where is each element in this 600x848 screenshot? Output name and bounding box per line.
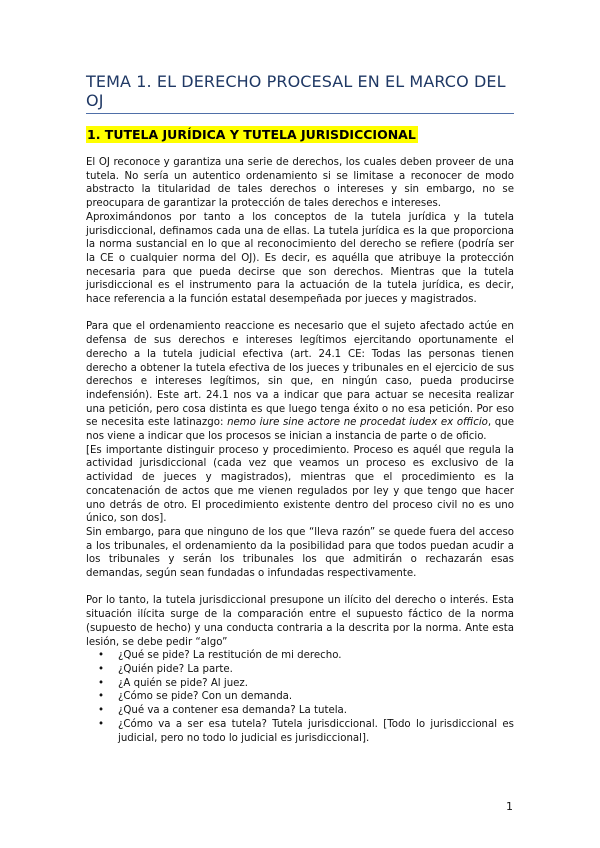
list-item-text: ¿A quién se pide? Al juez. xyxy=(118,677,249,689)
body-text xyxy=(86,156,514,745)
list-item xyxy=(98,704,514,718)
latin-phrase: nemo iure sine actore ne procedat iudex ex officio xyxy=(227,417,488,429)
section-heading: 1. TUTELA JURÍDICA Y TUTELA JURISDICCIONAL xyxy=(87,127,416,142)
paragraph-4: [Es importante distinguir proceso y procedimiento. Proceso es aquél que regula la actividad jurisdiccional (cada vez que veamos un proceso es exclusivo de la actividad de jueces y magistrados), mientras que el procedimiento es la concatenación de actos que me vienen regulados por ley y que tengo que hacer uno detrás de otro. El procedimiento existente dentro del proceso civil no es uno único, son dos]. xyxy=(86,444,514,525)
title-underline xyxy=(86,113,514,114)
page-number: 1 xyxy=(506,800,513,813)
question-list xyxy=(86,649,514,745)
list-item xyxy=(98,690,514,704)
paragraph-3-tail: , que nos viene a indicar que los procesos se inician a instancia de parte o de oficio. xyxy=(86,417,514,443)
list-item-text: ¿Cómo va a ser esa tutela? Tutela jurisdiccional. [Todo lo jurisdiccional es judicial, pero no todo lo judicial es jurisdiccional]. xyxy=(118,718,514,744)
list-item xyxy=(98,663,514,677)
list-item xyxy=(98,677,514,691)
bullet-icon: • xyxy=(98,705,105,717)
page-title: TEMA 1. EL DERECHO PROCESAL EN EL MARCO DEL OJ xyxy=(86,72,506,110)
paragraph-spacer xyxy=(86,307,514,321)
paragraph-2: Aproximándonos por tanto a los conceptos de la tutela jurídica y la tutela jurisdiccional, definamos cada una de ellas. La tutela jurídica es la que proporciona la norma sustancial en lo que al reconocimiento del derecho se refiere (podría ser la CE o cualquier norma del OJ). Es decir, es aquélla que atribuye la protección necesaria para que pueda decirse que son derechos. Mientras que la tutela jurisdiccional es el instrumento para la actuación de la tutela jurídica, es decir, hace referencia a la función estatal desempeñada por jueces y magistrados. xyxy=(86,211,514,306)
paragraph-5: Sin embargo, para que ninguno de los que “lleva razón” se quede fuera del acceso a los tribunales, el ordenamiento da la posibilidad para que todos puedan acudir a los tribunales y serán los tribunales los que admitirán o rechazarán esas demandas, según sean fundadas o infundadas respectivamente. xyxy=(86,526,514,580)
paragraph-spacer xyxy=(86,581,514,595)
list-item-text: ¿Quién pide? La parte. xyxy=(118,663,233,675)
bullet-icon: • xyxy=(98,691,105,703)
list-item-text: ¿Cómo se pide? Con un demanda. xyxy=(118,691,293,703)
list-item xyxy=(98,718,514,745)
bullet-icon: • xyxy=(98,718,105,730)
bullet-icon: • xyxy=(98,677,105,689)
paragraph-6: Por lo tanto, la tutela jurisdiccional presupone un ilícito del derecho o interés. Esta situación ilícita surge de la comparación entre el supuesto fáctico de la norma (supuesto de hecho) y una conducta contraria a la descrita por la norma. Ante esta lesión, se debe pedir “algo” xyxy=(86,595,514,648)
paragraph-3 xyxy=(86,320,514,443)
bullet-icon: • xyxy=(98,663,105,675)
bullet-icon: • xyxy=(98,650,105,662)
list-item-text: ¿Qué se pide? La restitución de mi derecho. xyxy=(118,650,342,662)
paragraph-1: El OJ reconoce y garantiza una serie de derechos, los cuales deben proveer de una tutela. No sería un autentico ordenamiento si se limitase a reconocer de modo abstracto la titularidad de tales derechos o intereses y sin embargo, no se preocupara de garantizar la protección de tales derechos e intereses. xyxy=(86,157,514,210)
paragraph-3-text: Para que el ordenamiento reaccione es necesario que el sujeto afectado actúe en defensa de sus derechos e intereses legítimos ejercitando oportunamente el derecho a la tutela judicial efectiva (art. 24.1 CE: Todas las personas tienen derecho a obtener la tutela efectiva de los jueces y tribunales en el ejercicio de sus derechos e intereses legítimos, sin que, en ningún caso, pueda producirse indefensión). Este art. 24.1 nos va a indicar que para actuar se necesita realizar una petición, pero cosa distinta es que luego tenga éxito o no esa petición. Por eso se necesita este latinazgo: xyxy=(86,321,514,429)
list-item-text: ¿Qué va a contener esa demanda? La tutela. xyxy=(118,705,348,717)
list-item xyxy=(98,649,514,663)
